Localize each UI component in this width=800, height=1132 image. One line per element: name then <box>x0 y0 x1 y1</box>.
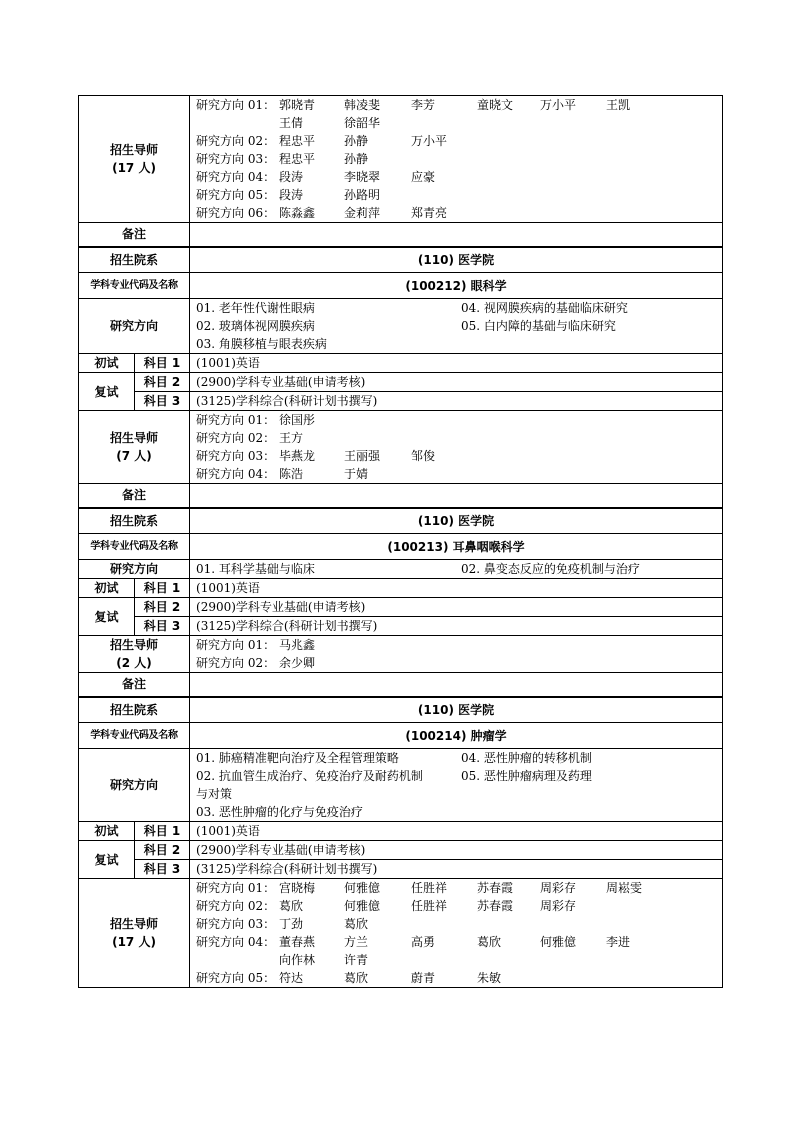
remark-row <box>79 673 723 697</box>
advisor-line <box>196 636 716 654</box>
dept-value: (110) 医学院 <box>190 508 723 534</box>
advisor-line <box>196 411 716 429</box>
advisor-name: 李晓翠 <box>344 170 381 184</box>
advisors-row <box>79 411 723 484</box>
prelim-row <box>79 354 723 373</box>
directions-list <box>190 299 723 354</box>
advisor-count: (7 人) <box>116 449 152 463</box>
subject1-value: (1001)英语 <box>190 822 723 841</box>
direction-item: 01. 肺癌精准靶向治疗及全程管理策略 <box>196 751 399 765</box>
advisor-line <box>196 915 716 933</box>
advisor-name: 葛欣 <box>344 971 369 985</box>
direction-item: 05. 恶性肿瘤病理及药理 <box>461 769 592 783</box>
subject2-label: 科目 2 <box>135 841 190 860</box>
dept-label: 招生院系 <box>79 697 190 723</box>
remark-value <box>190 673 723 697</box>
advisor-name: 陈浩 <box>279 467 304 481</box>
advisor-count: (2 人) <box>116 656 152 670</box>
advisor-name: 向作林 <box>279 953 316 967</box>
direction-line <box>196 299 716 317</box>
direction-label: 研究方向 05： <box>196 971 276 985</box>
directions-label: 研究方向 <box>79 299 190 354</box>
advisor-line <box>196 150 716 168</box>
advisors-label: 招生导师 <box>110 431 159 445</box>
advisor-name: 董春燕 <box>279 935 316 949</box>
major-value: (100214) 肿瘤学 <box>190 723 723 749</box>
subject3-value: (3125)学科综合(科研计划书撰写) <box>190 392 723 411</box>
advisor-line <box>196 168 716 186</box>
retest-label: 复试 <box>79 373 135 411</box>
direction-item: 05. 白内障的基础与临床研究 <box>461 319 616 333</box>
dept-label: 招生院系 <box>79 508 190 534</box>
advisor-name: 程忠平 <box>279 134 316 148</box>
advisor-name: 宫晓梅 <box>279 881 316 895</box>
direction-item: 04. 视网膜疾病的基础临床研究 <box>461 301 628 315</box>
advisors-label: 招生导师 <box>110 638 159 652</box>
advisor-name: 许青 <box>344 953 369 967</box>
advisor-name: 程忠平 <box>279 152 316 166</box>
directions-list <box>190 560 723 579</box>
advisors-row <box>79 636 723 673</box>
retest-label: 复试 <box>79 598 135 636</box>
advisor-name: 王方 <box>279 431 304 445</box>
advisor-line <box>196 96 716 114</box>
direction-item: 02. 鼻变态反应的免疫机制与治疗 <box>461 562 640 576</box>
advisor-name: 余少卿 <box>279 656 316 670</box>
direction-line <box>196 749 716 767</box>
direction-label: 研究方向 03： <box>196 152 276 166</box>
advisor-name: 苏春霞 <box>477 899 514 913</box>
remark-row <box>79 484 723 508</box>
admission-table <box>78 95 723 988</box>
subject2-label: 科目 2 <box>135 598 190 617</box>
advisor-list <box>190 96 723 223</box>
retest-row-2 <box>79 617 723 636</box>
advisor-name: 孙静 <box>344 134 369 148</box>
direction-label: 研究方向 04： <box>196 467 276 481</box>
advisors-label-cell <box>79 636 190 673</box>
prelim-label: 初试 <box>79 579 135 598</box>
subject2-value: (2900)学科专业基础(申请考核) <box>190 841 723 860</box>
advisors-label-cell <box>79 411 190 484</box>
advisor-name: 万小平 <box>540 98 577 112</box>
major-label: 学科专业代码及名称 <box>79 534 190 560</box>
dept-value: (110) 医学院 <box>190 697 723 723</box>
direction-label: 研究方向 06： <box>196 206 276 220</box>
advisor-line <box>196 465 716 483</box>
advisor-line <box>196 204 716 222</box>
remark-value <box>190 484 723 508</box>
advisor-name: 何雅億 <box>344 899 381 913</box>
advisor-name: 毕燕龙 <box>279 449 316 463</box>
advisor-line <box>196 132 716 150</box>
direction-item: 01. 耳科学基础与临床 <box>196 562 315 576</box>
advisor-name: 应豪 <box>411 170 436 184</box>
direction-line <box>196 803 716 821</box>
advisor-name: 蔚青 <box>411 971 436 985</box>
advisor-name: 马兆鑫 <box>279 638 316 652</box>
advisor-name: 段涛 <box>279 188 304 202</box>
advisor-name: 韩凌斐 <box>344 98 381 112</box>
dept-row <box>79 697 723 723</box>
major-row <box>79 723 723 749</box>
direction-label: 研究方向 02： <box>196 134 276 148</box>
direction-label: 研究方向 03： <box>196 449 276 463</box>
remark-label: 备注 <box>79 223 190 247</box>
advisor-name: 周彩存 <box>540 881 577 895</box>
directions-row <box>79 749 723 822</box>
subject3-label: 科目 3 <box>135 860 190 879</box>
advisor-name: 李芳 <box>411 98 436 112</box>
subject3-value: (3125)学科综合(科研计划书撰写) <box>190 860 723 879</box>
advisor-name: 邹俊 <box>411 449 436 463</box>
advisor-name: 苏春霞 <box>477 881 514 895</box>
major-value: (100212) 眼科学 <box>190 273 723 299</box>
directions-row <box>79 560 723 579</box>
advisor-list <box>190 411 723 484</box>
advisor-name: 高勇 <box>411 935 436 949</box>
advisor-line <box>196 951 716 969</box>
direction-label: 研究方向 01： <box>196 98 276 112</box>
direction-item <box>461 785 716 803</box>
direction-item: 03. 恶性肿瘤的化疗与免疫治疗 <box>196 805 363 819</box>
advisor-name: 何雅億 <box>344 881 381 895</box>
advisor-line <box>196 879 716 897</box>
advisor-name: 金莉萍 <box>344 206 381 220</box>
dept-label: 招生院系 <box>79 247 190 273</box>
advisor-line <box>196 186 716 204</box>
advisor-name: 何雅億 <box>540 935 577 949</box>
advisor-line <box>196 654 716 672</box>
advisor-name: 王凯 <box>606 98 631 112</box>
advisor-name: 葛欣 <box>279 899 304 913</box>
subject3-label: 科目 3 <box>135 617 190 636</box>
major-row <box>79 273 723 299</box>
remark-row <box>79 223 723 247</box>
advisors-label-cell <box>79 879 190 988</box>
advisor-line <box>196 447 716 465</box>
direction-item: 01. 老年性代谢性眼病 <box>196 301 315 315</box>
direction-label: 研究方向 04： <box>196 935 276 949</box>
prelim-row <box>79 822 723 841</box>
prelim-label: 初试 <box>79 354 135 373</box>
subject2-value: (2900)学科专业基础(申请考核) <box>190 373 723 392</box>
directions-label: 研究方向 <box>79 749 190 822</box>
remark-value <box>190 223 723 247</box>
advisors-row <box>79 96 723 223</box>
direction-line <box>196 560 716 578</box>
retest-row-1 <box>79 841 723 860</box>
advisors-label-cell <box>79 96 190 223</box>
advisor-name: 任胜祥 <box>411 881 448 895</box>
remark-label: 备注 <box>79 673 190 697</box>
direction-item: 02. 抗血管生成治疗、免疫治疗及耐药机制 <box>196 769 423 783</box>
advisor-name: 朱敏 <box>477 971 502 985</box>
subject2-value: (2900)学科专业基础(申请考核) <box>190 598 723 617</box>
direction-line <box>196 785 716 803</box>
direction-item: 02. 玻璃体视网膜疾病 <box>196 319 315 333</box>
direction-line <box>196 317 716 335</box>
advisor-name: 葛欣 <box>477 935 502 949</box>
major-value: (100213) 耳鼻咽喉科学 <box>190 534 723 560</box>
advisor-name: 童晓文 <box>477 98 514 112</box>
direction-label: 研究方向 01： <box>196 413 276 427</box>
major-row <box>79 534 723 560</box>
remark-label: 备注 <box>79 484 190 508</box>
directions-row <box>79 299 723 354</box>
direction-label: 研究方向 01： <box>196 638 276 652</box>
direction-line <box>196 335 716 353</box>
advisor-line <box>196 933 716 951</box>
direction-label: 研究方向 03： <box>196 917 276 931</box>
advisor-name: 葛欣 <box>344 917 369 931</box>
advisor-name: 于婧 <box>344 467 369 481</box>
subject3-value: (3125)学科综合(科研计划书撰写) <box>190 617 723 636</box>
retest-row-1 <box>79 598 723 617</box>
subject1-label: 科目 1 <box>135 579 190 598</box>
advisor-name: 徐国彤 <box>279 413 316 427</box>
advisor-line <box>196 114 716 132</box>
advisor-name: 徐韶华 <box>344 116 381 130</box>
advisor-name: 周彩存 <box>540 899 577 913</box>
retest-row-1 <box>79 373 723 392</box>
advisor-name: 李进 <box>606 935 631 949</box>
subject1-value: (1001)英语 <box>190 579 723 598</box>
subject1-label: 科目 1 <box>135 354 190 373</box>
direction-item: 04. 恶性肿瘤的转移机制 <box>461 751 592 765</box>
major-label: 学科专业代码及名称 <box>79 273 190 299</box>
advisor-name: 郭晓青 <box>279 98 316 112</box>
advisor-name: 郑青亮 <box>411 206 448 220</box>
advisor-name: 任胜祥 <box>411 899 448 913</box>
advisor-list <box>190 879 723 988</box>
prelim-label: 初试 <box>79 822 135 841</box>
direction-label: 研究方向 02： <box>196 431 276 445</box>
direction-label: 研究方向 02： <box>196 656 276 670</box>
advisor-line <box>196 429 716 447</box>
advisor-name: 符达 <box>279 971 304 985</box>
retest-row-2 <box>79 392 723 411</box>
direction-item: 与对策 <box>196 787 233 801</box>
advisor-name: 孙路明 <box>344 188 381 202</box>
subject3-label: 科目 3 <box>135 392 190 411</box>
advisor-name: 周崧雯 <box>606 881 643 895</box>
advisor-count: (17 人) <box>112 935 156 949</box>
advisor-name: 王丽强 <box>344 449 381 463</box>
direction-label: 研究方向 02： <box>196 899 276 913</box>
direction-label: 研究方向 05： <box>196 188 276 202</box>
directions-label: 研究方向 <box>79 560 190 579</box>
direction-item <box>461 335 716 353</box>
dept-value: (110) 医学院 <box>190 247 723 273</box>
advisor-line <box>196 969 716 987</box>
advisor-name: 陈淼鑫 <box>279 206 316 220</box>
subject1-label: 科目 1 <box>135 822 190 841</box>
dept-row <box>79 508 723 534</box>
advisor-name: 孙静 <box>344 152 369 166</box>
retest-label: 复试 <box>79 841 135 879</box>
advisor-name: 段涛 <box>279 170 304 184</box>
retest-row-2 <box>79 860 723 879</box>
prelim-row <box>79 579 723 598</box>
direction-label: 研究方向 04： <box>196 170 276 184</box>
subject1-value: (1001)英语 <box>190 354 723 373</box>
dept-row <box>79 247 723 273</box>
directions-list <box>190 749 723 822</box>
direction-line <box>196 767 716 785</box>
advisor-name: 方兰 <box>344 935 369 949</box>
advisors-label: 招生导师 <box>110 143 159 157</box>
major-label: 学科专业代码及名称 <box>79 723 190 749</box>
advisors-label: 招生导师 <box>110 917 159 931</box>
advisor-name: 万小平 <box>411 134 448 148</box>
direction-item: 03. 角膜移植与眼表疾病 <box>196 337 327 351</box>
advisor-name: 王倩 <box>279 116 304 130</box>
direction-label: 研究方向 01： <box>196 881 276 895</box>
advisor-line <box>196 897 716 915</box>
advisor-list <box>190 636 723 673</box>
advisors-row <box>79 879 723 988</box>
advisor-name: 丁劲 <box>279 917 304 931</box>
subject2-label: 科目 2 <box>135 373 190 392</box>
advisor-count: (17 人) <box>112 161 156 175</box>
direction-item <box>461 803 716 821</box>
